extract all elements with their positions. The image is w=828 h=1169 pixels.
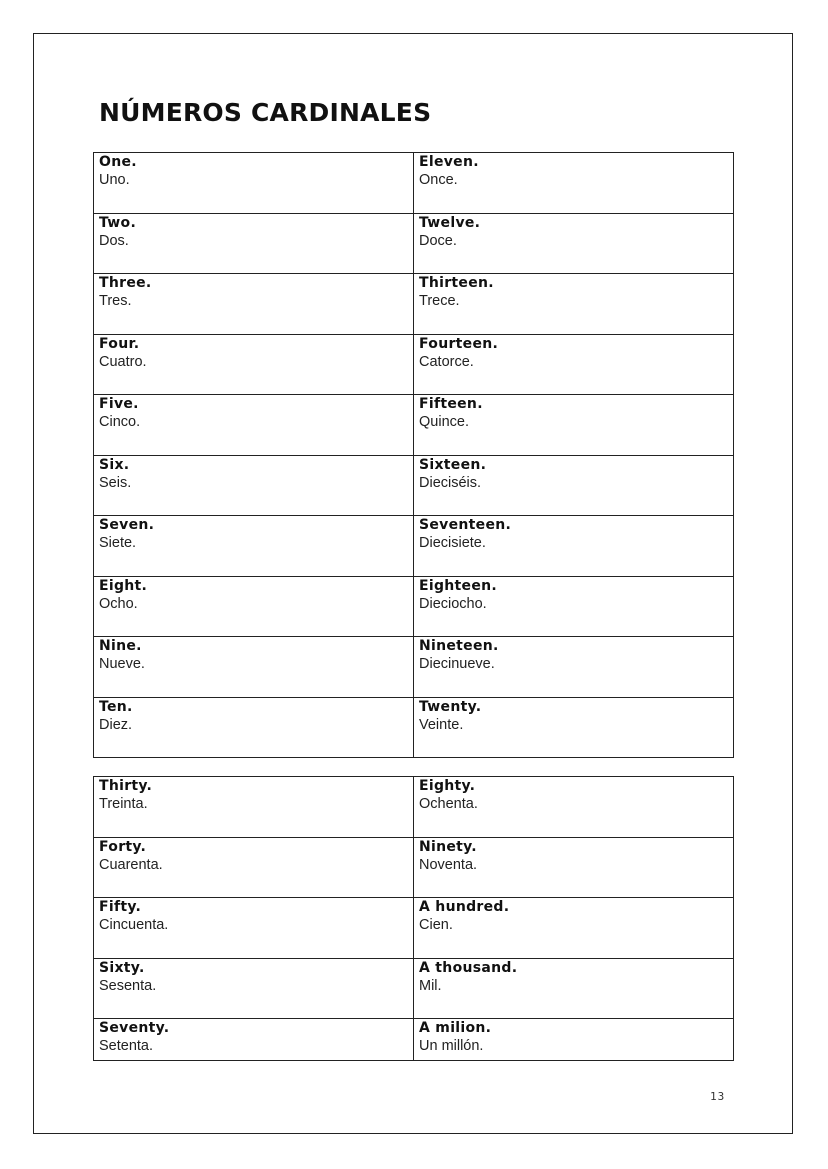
table-row [94, 1019, 734, 1061]
spanish-word: Diecinueve. [419, 656, 495, 672]
spanish-word: Ocho. [99, 595, 138, 612]
english-word: A milion. [419, 1020, 492, 1036]
spanish-word: Tres. [99, 293, 132, 309]
spanish-word: Diecisiete. [419, 535, 486, 551]
spanish-word: Noventa. [419, 856, 478, 873]
page-number: 13 [710, 1090, 726, 1103]
english-word: Seventy. [99, 1020, 170, 1036]
cardinal-numbers-table-1-20 [93, 152, 734, 758]
spanish-word: Quince. [419, 414, 469, 430]
spanish-word: Doce. [419, 232, 457, 249]
table-cell [94, 1019, 414, 1061]
cardinal-numbers-table-tens [93, 776, 734, 1061]
table-cell [94, 334, 414, 395]
english-word: Eight. [99, 577, 148, 594]
english-word: Eighty. [419, 778, 476, 794]
english-word: Nineteen. [419, 638, 499, 654]
table-cell [414, 697, 734, 758]
english-word: Twelve. [419, 214, 481, 231]
table-row [94, 958, 734, 1019]
table-row [94, 455, 734, 516]
english-word: Fourteen. [419, 335, 499, 352]
table-cell [414, 777, 734, 838]
english-word: Two. [99, 214, 137, 231]
english-word: Sixty. [99, 959, 145, 976]
table-cell [414, 637, 734, 698]
table-row [94, 274, 734, 335]
english-word: Twenty. [419, 698, 482, 715]
spanish-word: Catorce. [419, 353, 474, 370]
english-word: A thousand. [419, 959, 518, 976]
english-word: Seven. [99, 517, 155, 533]
english-word: Eleven. [419, 154, 479, 170]
table-cell [414, 958, 734, 1019]
table-cell [94, 637, 414, 698]
english-word: Fifty. [99, 899, 142, 915]
table-row [94, 334, 734, 395]
table-cell [414, 516, 734, 577]
english-word: Nine. [99, 638, 142, 654]
table-row [94, 395, 734, 456]
spanish-word: Once. [419, 172, 458, 188]
english-word: Seventeen. [419, 517, 512, 533]
table-cell [414, 837, 734, 898]
spanish-word: Uno. [99, 172, 130, 188]
table-cell [94, 274, 414, 335]
page-title: NÚMEROS CARDINALES [99, 98, 432, 127]
table-cell [414, 395, 734, 456]
table-cell [94, 837, 414, 898]
english-word: Four. [99, 335, 140, 352]
spanish-word: Setenta. [99, 1038, 154, 1054]
english-word: Sixteen. [419, 456, 487, 473]
english-word: Forty. [99, 838, 147, 855]
table-row [94, 516, 734, 577]
english-word: Fifteen. [419, 396, 483, 412]
table-row [94, 898, 734, 959]
spanish-word: Ochenta. [419, 796, 478, 812]
table-row [94, 576, 734, 637]
table-cell [94, 697, 414, 758]
spanish-word: Cuatro. [99, 353, 147, 370]
spanish-word: Cinco. [99, 414, 141, 430]
spanish-word: Sesenta. [99, 977, 157, 994]
english-word: Three. [99, 275, 152, 291]
table-cell [414, 1019, 734, 1061]
table-cell [94, 898, 414, 959]
spanish-word: Un millón. [419, 1038, 484, 1054]
table-cell [414, 898, 734, 959]
spanish-word: Treinta. [99, 796, 148, 812]
spanish-word: Trece. [419, 293, 460, 309]
spanish-word: Cuarenta. [99, 856, 163, 873]
spanish-word: Siete. [99, 535, 137, 551]
spanish-word: Seis. [99, 474, 132, 491]
table-cell [414, 274, 734, 335]
english-word: Ninety. [419, 838, 477, 855]
table-row [94, 213, 734, 274]
table-cell [94, 213, 414, 274]
table-cell [414, 334, 734, 395]
table-cell [94, 576, 414, 637]
table-cell [94, 777, 414, 838]
table-cell [414, 455, 734, 516]
table-cell [94, 455, 414, 516]
table-cell [94, 958, 414, 1019]
english-word: Thirteen. [419, 275, 494, 291]
english-word: Five. [99, 396, 139, 412]
english-word: Thirty. [99, 778, 153, 794]
table-cell [414, 153, 734, 214]
table-row [94, 637, 734, 698]
table-row [94, 153, 734, 214]
table-row [94, 697, 734, 758]
spanish-word: Veinte. [419, 716, 464, 733]
table-cell [414, 576, 734, 637]
spanish-word: Mil. [419, 977, 442, 994]
spanish-word: Dos. [99, 232, 129, 249]
english-word: One. [99, 154, 137, 170]
table-row [94, 777, 734, 838]
spanish-word: Cien. [419, 917, 453, 933]
spanish-word: Nueve. [99, 656, 145, 672]
spanish-word: Dieciocho. [419, 595, 487, 612]
english-word: A hundred. [419, 899, 510, 915]
table-cell [94, 395, 414, 456]
table-row [94, 837, 734, 898]
english-word: Eighteen. [419, 577, 498, 594]
table-cell [94, 516, 414, 577]
table-cell [94, 153, 414, 214]
english-word: Ten. [99, 698, 133, 715]
spanish-word: Diez. [99, 716, 133, 733]
english-word: Six. [99, 456, 130, 473]
spanish-word: Dieciséis. [419, 474, 482, 491]
table-cell [414, 213, 734, 274]
spanish-word: Cincuenta. [99, 917, 169, 933]
